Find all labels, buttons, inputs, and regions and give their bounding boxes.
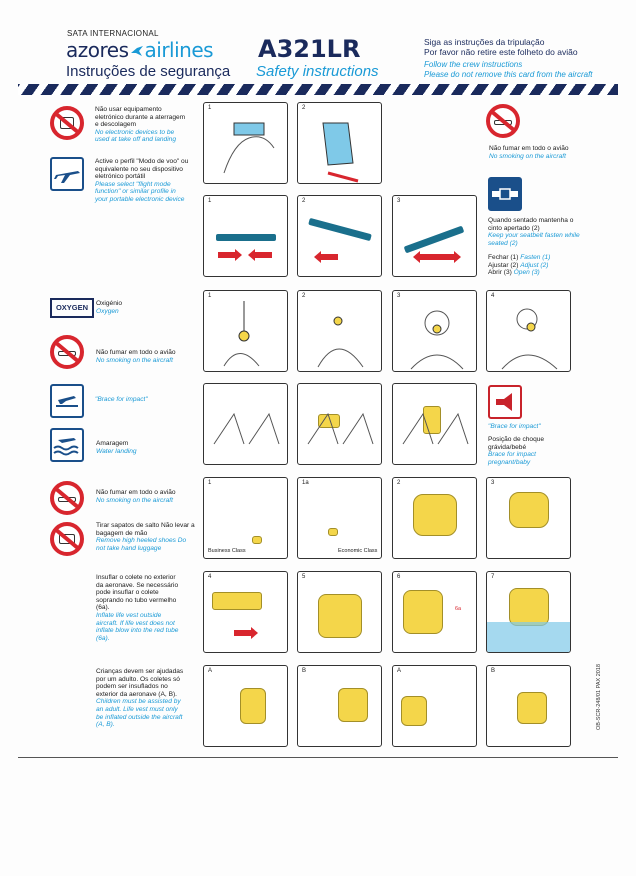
flightmode-text [95,158,190,204]
ditching-en: Water landing [96,447,137,455]
brand-logo [66,38,213,62]
panel-number: 2 [302,293,306,299]
panel-belt-2 [297,195,382,277]
ditching-pt: Amaragem [96,440,129,447]
inflate-text [96,574,184,642]
shoes-pt: Tirar sapatos de salto Não levar a bagagem de mão [96,522,195,537]
panel-brace-2 [297,383,382,465]
panel-oxygen-2 [297,290,382,372]
panel-vest-4 [203,571,288,653]
inflate-pt: Insuflar o colete no exterior da aeronave. Se necessário pode insuflar o colete soprando no tubo vermelho (6a). [96,574,179,612]
megaphone-icon [488,385,522,419]
adjust-pt: Ajustar (2) [488,261,519,269]
panel-brace-1 [203,383,288,465]
seated-en: Keep your seatbelt fasten while seated (2) [488,232,580,247]
position-pt: Posição de choque grávida/bebé [488,436,545,451]
panel-number: 3 [397,293,401,299]
children-text [96,668,184,729]
panel-number: 1a [302,480,309,486]
no-smoking-icon-2 [50,481,84,515]
panel-number: 3 [397,198,401,204]
water-landing-icon [50,428,84,462]
position-text [488,436,568,466]
open-pt: Abrir (3) [488,269,512,277]
belt-steps-text [488,254,588,277]
brand-word-airlines: airlines [144,38,214,62]
panel-child-a-2 [392,665,477,747]
panel-child-b-1 [297,665,382,747]
oxygen-en: Oxygen [96,307,119,315]
title-en: Safety instructions [256,63,379,80]
panel-vest-7 [486,571,571,653]
crew-instruction-pt-1: Siga as instruções da tripulação [424,37,545,47]
no-electronics-icon [50,106,84,140]
brace-right-text [488,423,568,431]
nosmoke-right-text [489,145,589,160]
seatbelt-icon [488,177,522,211]
oxygen-text [96,300,176,315]
brace-left-text [95,396,175,404]
panel-vest-6 [392,571,477,653]
electronics-text [95,106,190,144]
fasten-en: Fasten (1) [520,254,551,261]
nosmoke-right-pt: Não fumar em todo o avião [489,145,569,152]
fasten-pt: Fechar (1) [488,254,519,261]
panel-number: 5 [302,574,306,580]
nosmoke2-en: No smoking on the aircraft [96,496,173,504]
panel-number: B [302,668,307,674]
airplane-mode-icon [50,157,84,191]
children-pt: Crianças devem ser ajudadas por um adulto. Os coletes só podem ser insuflados no exterior da aeronave (A, B). [96,668,184,698]
panel-number: 1 [208,105,212,111]
panel-number: A [397,668,402,674]
ditching-text [96,440,176,455]
panel-number: 2 [397,480,401,486]
electronics-pt: Não usar equipamento eletrónico durante a aterragem e descolagem [95,106,186,129]
panel-number: 1 [208,480,212,486]
seated-pt: Quando sentado mantenha o cinto apertado (2) [488,217,574,232]
nosmoke2-text [96,489,191,504]
panel-oxygen-4 [486,290,571,372]
panel-vest-5 [297,571,382,653]
no-smoking-icon-right [486,104,520,138]
panel-number: 4 [208,574,212,580]
title-pt: Instruções de segurança [66,63,231,80]
belt-step-3 [488,269,588,277]
aircraft-model: A321LR [258,35,361,63]
panel-child-b-2 [486,665,571,747]
oxygen-pt: Oxigénio [96,300,123,307]
water [487,622,571,653]
position-en: Brace for impact pregnant/baby [488,451,537,466]
nosmoke-text [96,349,191,364]
crew-instruction-en-1: Follow the crew instructions [424,60,523,69]
flightmode-pt: Active o perfil "Modo de voo" ou equivalente no seu dispositivo eletrónico portátil [95,158,189,181]
panel-electronic-2 [297,102,382,184]
panel-belt-3 [392,195,477,277]
brace-left-en: "Brace for impact" [95,396,148,403]
panel-number: 2 [302,105,306,111]
azores-bird-icon [130,44,144,58]
seated-text [488,217,588,247]
header-stripe [18,84,618,95]
panel-number: 7 [491,574,495,580]
footer-code: OB-SCR-248/01 PAX 2018 [596,664,602,730]
nosmoke2-pt: Não fumar em todo o avião [96,489,176,496]
panel-belt-1 [203,195,288,277]
panel-child-a-1 [203,665,288,747]
economic-class-label: Economic Class [338,548,378,554]
brace-landing-icon [50,384,84,418]
panel-vest-1 [203,477,288,559]
panel-number: 6 [397,574,401,580]
nosmoke-pt: Não fumar em todo o avião [96,349,176,356]
crew-instruction-pt-2: Por favor não retire este folheto do avião [424,47,578,57]
brand-word-azores: azores [66,38,129,62]
panel-vest-3 [486,477,571,559]
belt-step-1 [488,254,588,262]
open-en: Open (3) [513,269,540,277]
brand-small: SATA INTERNACIONAL [67,29,159,38]
bottom-rule [18,757,618,758]
children-en: Children must be assisted by an adult. Life vest must only be inflated outside the aircraft (A, B). [96,698,183,729]
flightmode-en: Please select "flight mode function" or similar profile in your portable electronic device [95,180,185,203]
nosmoke-en: No smoking on the aircraft [96,356,173,364]
belt-step-2 [488,262,588,270]
shoes-en: Remove high heeled shoes Do not take hand luggage [96,537,187,552]
panel-number: 3 [491,480,495,486]
no-smoking-icon [50,335,84,369]
oxygen-badge: OXYGEN [50,298,94,318]
electronics-en: No electronic devices to be used at take off and landing [95,128,177,144]
panel-number: B [491,668,496,674]
crew-instruction-en-2: Please do not remove this card from the aircraft [424,70,593,79]
panel-number: 1 [208,198,212,204]
panel-number: 4 [491,293,495,299]
tube-label: 6a [455,606,462,612]
inflate-en: Inflate life vest outside aircraft. If life vest does not inflate blow into the red tube (6a). [96,611,179,642]
nosmoke-right-en: No smoking on the aircraft [489,152,566,160]
brace-right-en: "Brace for impact" [488,423,541,430]
panel-vest-1a [297,477,382,559]
panel-number: A [208,668,213,674]
panel-vest-2 [392,477,477,559]
no-high-heels-icon [50,522,84,556]
shoes-text [96,522,196,552]
panel-oxygen-1 [203,290,288,372]
panel-number: 2 [302,198,306,204]
panel-electronic-1 [203,102,288,184]
panel-oxygen-3 [392,290,477,372]
business-class-label: Business Class [208,548,246,554]
panel-number: 1 [208,293,212,299]
panel-brace-3 [392,383,477,465]
adjust-en: Adjust (2) [520,261,549,269]
